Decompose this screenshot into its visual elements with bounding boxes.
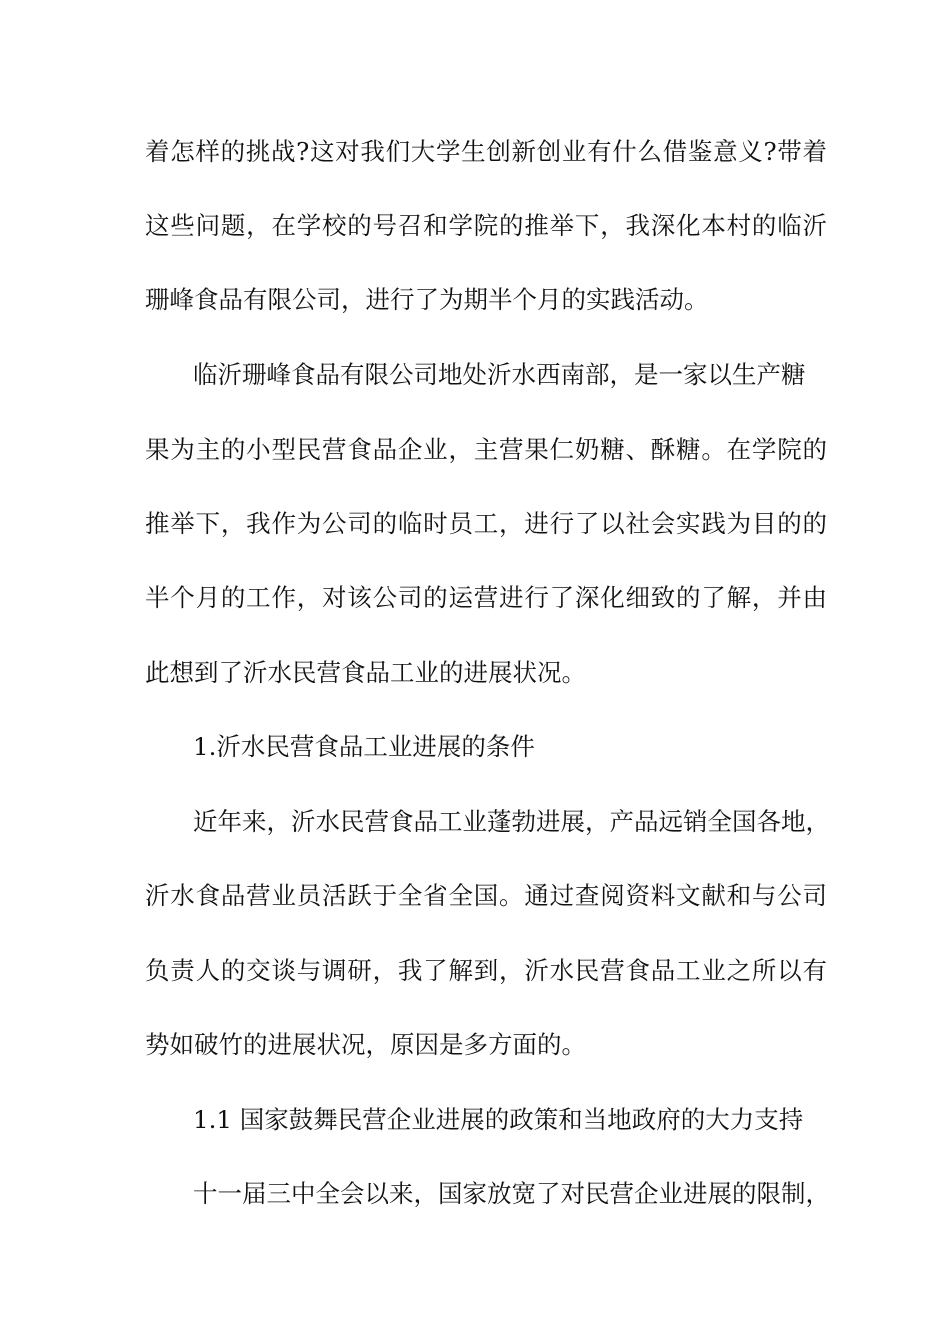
paragraph-first-line: 临沂珊峰食品有限公司地处沂水西南部，是一家以生产糖: [193, 360, 806, 389]
body-text-line: 这些问题，在学校的号召和学院的推举下，我深化本村的临沂: [145, 211, 827, 240]
body-text-line: 推举下，我作为公司的临时员工，进行了以社会实践为目的的: [145, 509, 827, 538]
body-text-line: 果为主的小型民营食品企业，主营果仁奶糖、酥糖。在学院的: [145, 435, 827, 464]
paragraph-first-line: 十一届三中全会以来，国家放宽了对民营企业进展的限制，: [193, 1179, 830, 1208]
body-text-line: 半个月的工作，对该公司的运营进行了深化细致的了解，并由: [145, 583, 827, 612]
body-text-line: 此想到了沂水民营食品工业的进展状况。: [145, 658, 586, 687]
paragraph-first-line: 近年来，沂水民营食品工业蓬勃进展，产品远销全国各地，: [193, 807, 830, 836]
body-text-line: 负责人的交谈与调研，我了解到，沂水民营食品工业之所以有: [145, 956, 827, 985]
body-text-line: 珊峰食品有限公司，进行了为期半个月的实践活动。: [145, 285, 709, 314]
section-heading: 1.沂水民营食品工业进展的条件: [193, 732, 535, 761]
body-text-line: 沂水食品营业员活跃于全省全国。通过查阅资料文献和与公司: [145, 881, 827, 910]
body-text-line: 势如破竹的进展状况，原因是多方面的。: [145, 1030, 586, 1059]
subsection-heading: 1.1 国家鼓舞民营企业进展的政策和当地政府的大力支持: [193, 1105, 804, 1134]
body-text-line: 着怎样的挑战?这对我们大学生创新创业有什么借鉴意义?带着: [145, 137, 827, 166]
